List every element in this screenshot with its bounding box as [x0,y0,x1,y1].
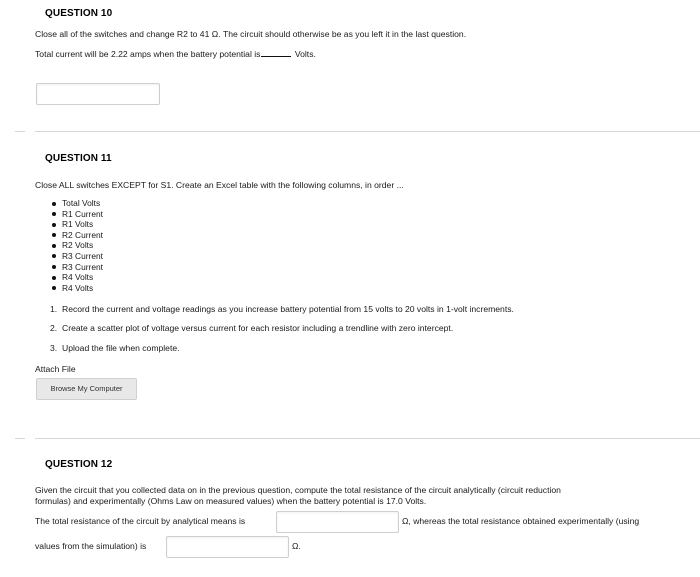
step-item [50,304,514,314]
step-number: 1. [50,304,58,314]
column-list [50,198,103,293]
step-item [50,323,453,333]
list-item: R1 Current [50,209,103,220]
list-item: R4 Volts [50,283,103,294]
list-item: R3 Current [50,262,103,273]
question-10-title: QUESTION 10 [45,8,113,19]
question-10-prompt [35,48,316,59]
question-10-answer-input[interactable] [36,83,160,105]
question-12-title: QUESTION 12 [45,459,113,470]
experimental-unit-text: Ω. [292,541,301,551]
step-text: Create a scatter plot of voltage versus current for each resistor including a trendline with zero intercept. [62,323,454,333]
analytical-unit-text: Ω, whereas the total resistance obtained experimentally (using [402,516,640,526]
browse-my-computer-button[interactable]: Browse My Computer [36,378,137,400]
divider [35,438,700,439]
attach-file-label: Attach File [35,364,76,374]
list-item: R3 Current [50,251,103,262]
question-10-prompt-before: Total current will be 2.22 amps when the battery potential is [35,49,261,59]
list-item: R4 Volts [50,272,103,283]
list-item: R1 Volts [50,219,103,230]
step-text: Upload the file when complete. [62,343,180,353]
question-10-prompt-after: Volts. [294,49,316,59]
question-11-intro: Close ALL switches EXCEPT for S1. Create an Excel table with the following columns, in order ... [35,180,404,190]
list-item: Total Volts [50,198,103,209]
experimental-label: values from the simulation) is [35,541,147,551]
step-text: Record the current and voltage readings as you increase battery potential from 15 volts to 20 volts in 1-volt increments. [62,304,514,314]
question-10-text: Close all of the switches and change R2 to 41 Ω. The circuit should otherwise be as you left it in the last question. [35,29,467,39]
list-item: R2 Volts [50,240,103,251]
question-10-blank [261,48,291,57]
question-12-text-line2: formulas) and experimentally (Ohms Law on measured values) when the battery potential is 17.0 Volts. [35,496,427,506]
analytical-resistance-input[interactable] [276,511,399,533]
question-11-title: QUESTION 11 [45,153,112,164]
analytical-label: The total resistance of the circuit by analytical means is [35,516,246,526]
question-12-text-line1: Given the circuit that you collected data on in the previous question, compute the total resistance of the circuit analytically (circuit reduction [35,485,561,495]
experimental-resistance-input[interactable] [166,536,289,558]
divider [35,131,700,132]
step-item [50,343,180,353]
step-number: 3. [50,343,58,353]
step-number: 2. [50,323,58,333]
list-item: R2 Current [50,230,103,241]
